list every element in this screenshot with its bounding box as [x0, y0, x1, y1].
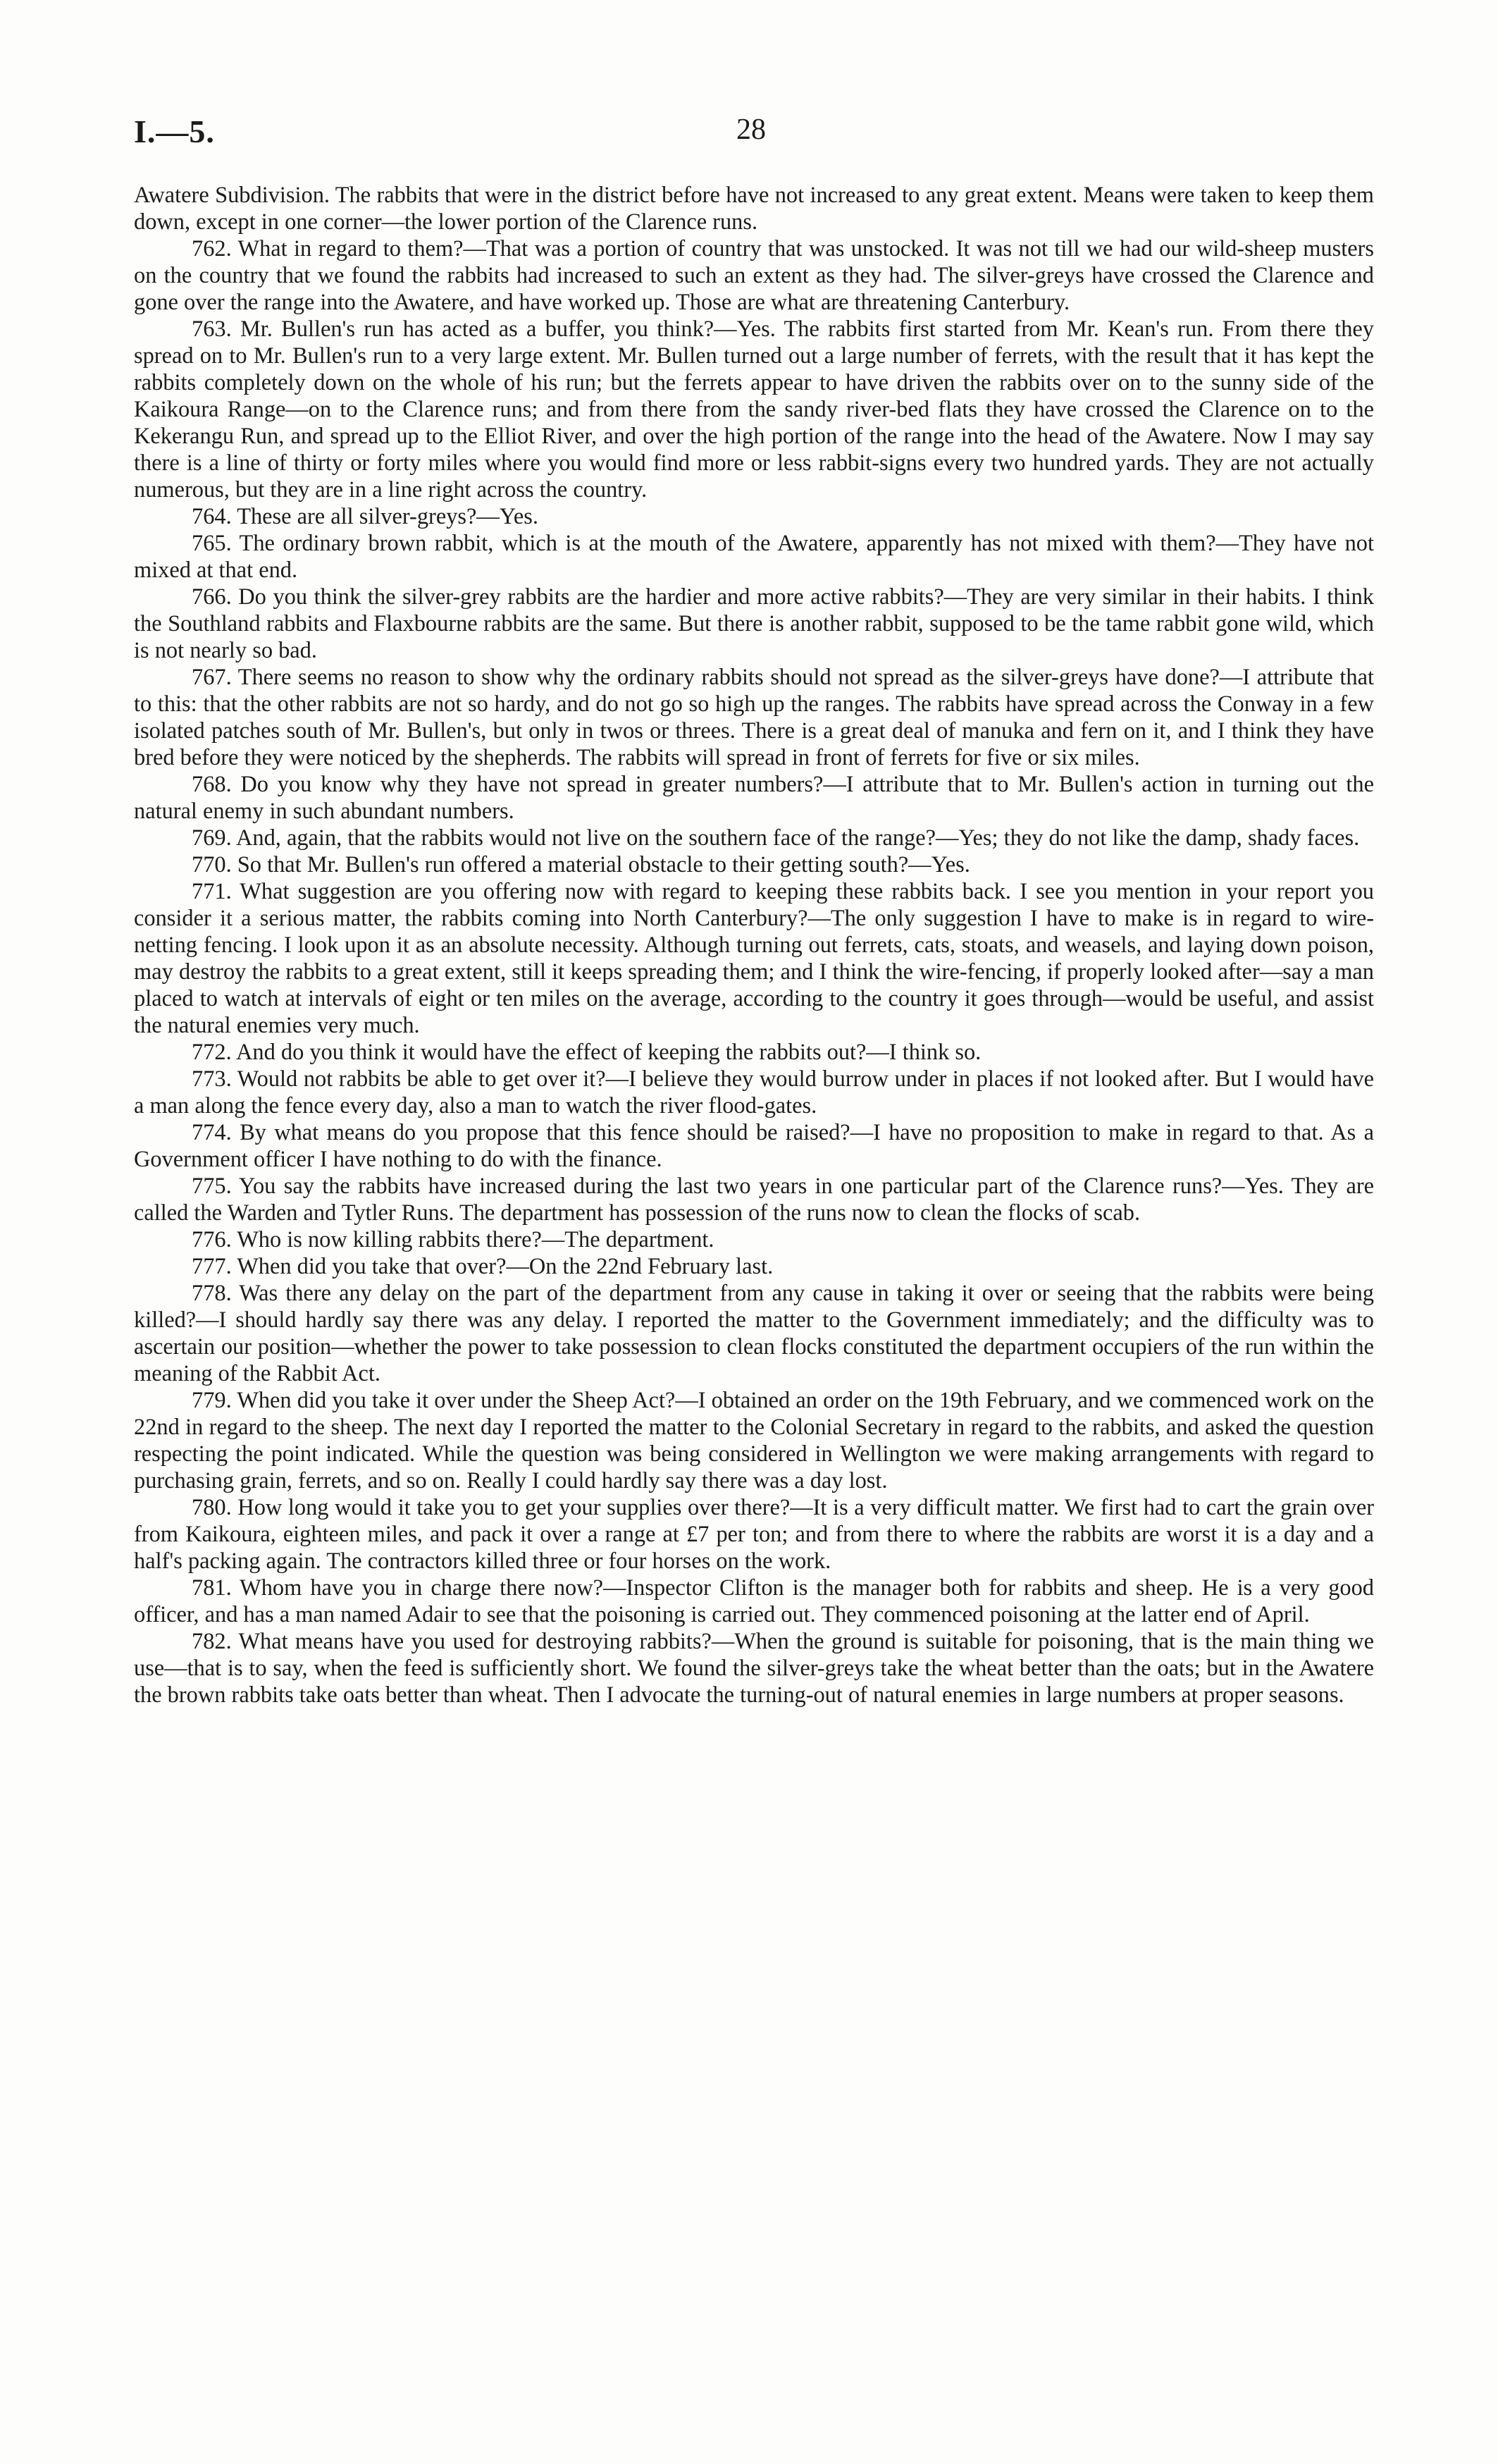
paragraph-776: 776. Who is now killing rabbits there?—The department.	[192, 1227, 714, 1252]
paragraph-778: 778. Was there any delay on the part of the department from any cause in taking it over or seeing that the rabbits were being killed?—I should hardly say there was any delay. I reported the matter to the Government immediately; and the difficulty was to ascertain our position—whether the power to take possession to clean flocks constituted the department occupiers of the run within the meaning of the Rabbit Act.	[134, 1281, 1374, 1386]
page-number: 28	[736, 113, 766, 146]
paragraph-769: 769. And, again, that the rabbits would not live on the southern face of the range?—Yes; they do not like the damp, shady faces.	[192, 825, 1360, 851]
paragraph-continuation: Awatere Subdivision. The rabbits that were in the district before have not increased to any great extent. Means were taken to keep them down, except in one corner—the lower portion of the Clarence runs.	[134, 183, 1374, 235]
page-body	[134, 182, 1374, 1708]
paragraph-781: 781. Whom have you in charge there now?—Inspector Clifton is the manager both for rabbits and sheep. He is a very good officer, and has a man named Adair to see that the poisoning is carried out. They commenced poisoning at the latter end of April.	[134, 1575, 1374, 1627]
paragraph-765: 765. The ordinary brown rabbit, which is at the mouth of the Awatere, apparently has not mixed with them?—They have not mixed at that end.	[134, 531, 1374, 583]
paragraph-777: 777. When did you take that over?—On the 22nd February last.	[192, 1254, 774, 1279]
paragraph-771: 771. What suggestion are you offering now with regard to keeping these rabbits back. I see you mention in your report you consider it a serious matter, the rabbits coming into North Canterbury?—The only suggestion I have to make is in regard to wire-netting fencing. I look upon it as an absolute necessity. Although turning out ferrets, cats, stoats, and weasels, and laying down poison, may destroy the rabbits to a great extent, still it keeps spreading them; and I think the wire-fencing, if properly looked after—say a man placed to watch at intervals of eight or ten miles on the average, according to the country it goes through—would be useful, and assist the natural enemies very much.	[134, 879, 1374, 1038]
document-reference: I.—5.	[134, 113, 215, 149]
paragraph-782: 782. What means have you used for destroying rabbits?—When the ground is suitable for poisoning, that is the main thing we use—that is to say, when the feed is sufficiently short. We found the silver-greys take the wheat better than the oats; but in the Awatere the brown rabbits take oats better than wheat. Then I advocate the turning-out of natural enemies in large numbers at proper seasons.	[134, 1629, 1374, 1708]
paragraph-763: 763. Mr. Bullen's run has acted as a buffer, you think?—Yes. The rabbits first started from Mr. Kean's run. From there they spread on to Mr. Bullen's run to a very large extent. Mr. Bullen turned out a large number of ferrets, with the result that it has kept the rabbits completely down on the whole of his run; but the ferrets appear to have driven the rabbits over on to the sunny side of the Kaikoura Range—on to the Clarence runs; and from there from the sandy river-bed flats they have crossed the Clarence on to the Kekerangu Run, and spread up to the Elliot River, and over the high portion of the range into the head of the Awatere. Now I may say there is a line of thirty or forty miles where you would find more or less rabbit-signs every two hundred yards. They are not actually numerous, but they are in a line right across the country.	[134, 316, 1374, 503]
paragraph-764: 764. These are all silver-greys?—Yes.	[192, 504, 538, 529]
paragraph-762: 762. What in regard to them?—That was a portion of country that was unstocked. It was not till we had our wild-sheep musters on the country that we found the rabbits had increased to such an extent as they had. The silver-greys have crossed the Clarence and gone over the range into the Awatere, and have worked up. Those are what are threatening Canterbury.	[134, 236, 1374, 315]
paragraph-775: 775. You say the rabbits have increased during the last two years in one particular part of the Clarence runs?—Yes. They are called the Warden and Tytler Runs. The department has possession of the runs now to clean the flocks of scab.	[134, 1174, 1374, 1226]
paragraph-766: 766. Do you think the silver-grey rabbits are the hardier and more active rabbits?—They are very similar in their habits. I think the Southland rabbits and Flaxbourne rabbits are the same. But there is another rabbit, supposed to be the tame rabbit gone wild, which is not nearly so bad.	[134, 584, 1374, 663]
paragraph-772: 772. And do you think it would have the effect of keeping the rabbits out?—I think so.	[192, 1040, 982, 1065]
paragraph-768: 768. Do you know why they have not spread in greater numbers?—I attribute that to Mr. Bullen's action in turning out the natural enemy in such abundant numbers.	[134, 772, 1374, 824]
paragraph-780: 780. How long would it take you to get your supplies over there?—It is a very difficult matter. We first had to cart the grain over from Kaikoura, eighteen miles, and pack it over a range at £7 per ton; and from there to where the rabbits are worst it is a day and a half's packing again. The contractors killed three or four horses on the work.	[134, 1495, 1374, 1574]
page-header	[134, 113, 1374, 162]
paragraph-767: 767. There seems no reason to show why the ordinary rabbits should not spread as the silver-greys have done?—I attribute that to this: that the other rabbits are not so hardy, and do not go so high up the ranges. The rabbits have spread across the Conway in a few isolated patches south of Mr. Bullen's, but only in twos or threes. There is a great deal of manuka and fern on it, and I think they have bred before they were noticed by the shepherds. The rabbits will spread in front of ferrets for five or six miles.	[134, 665, 1374, 770]
paragraph-770: 770. So that Mr. Bullen's run offered a material obstacle to their getting south?—Yes.	[192, 852, 970, 877]
paragraph-779: 779. When did you take it over under the Sheep Act?—I obtained an order on the 19th February, and we commenced work on the 22nd in regard to the sheep. The next day I reported the matter to the Colonial Secretary in regard to the rabbits, and asked the question respecting the point indicated. While the question was being considered in Wellington we were making arrangements with regard to purchasing grain, ferrets, and so on. Really I could hardly say there was a day lost.	[134, 1388, 1374, 1493]
paragraph-774: 774. By what means do you propose that this fence should be raised?—I have no proposition to make in regard to that. As a Government officer I have nothing to do with the finance.	[134, 1120, 1374, 1172]
paragraph-773: 773. Would not rabbits be able to get over it?—I believe they would burrow under in places if not looked after. But I would have a man along the fence every day, also a man to watch the river flood-gates.	[134, 1066, 1374, 1119]
